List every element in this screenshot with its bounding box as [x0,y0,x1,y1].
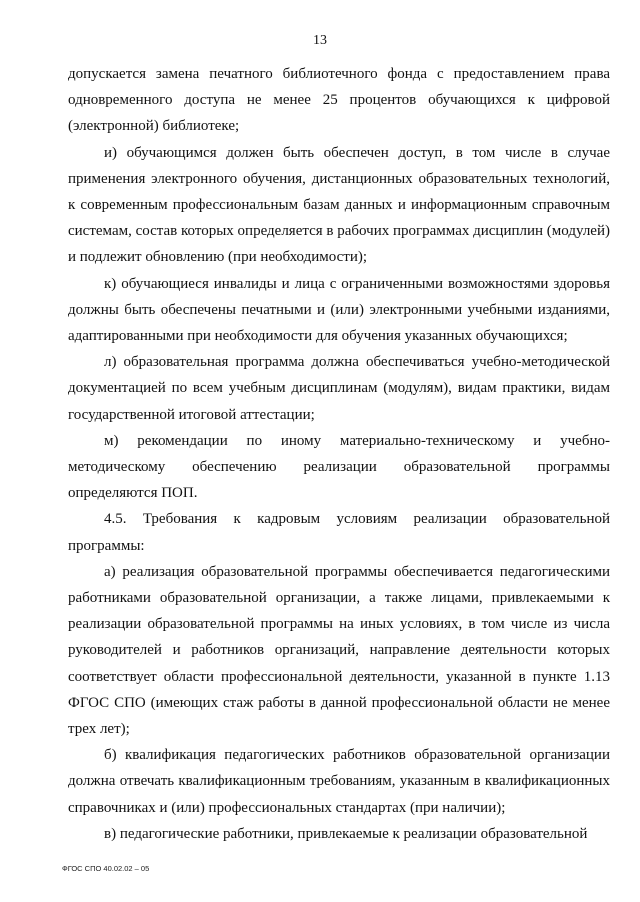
paragraph-continuation: допускается замена печатного библиотечного фонда с предоставлением права одновременного доступа не менее 25 процентов обучающихся к цифровой (электронной) библиотеке; [68,66,610,135]
page-number: 13 [313,33,327,48]
document-footer: ФГОС СПО 40.02.02 – 05 [62,864,150,873]
paragraph-item-m: м) рекомендации по иному материально-техническому и учебно-методическому обеспечению реализации образовательной программы определяются ПОП. [68,432,610,502]
document-body [68,61,610,847]
paragraph-item-b: б) квалификация педагогических работников образовательной организации должна отвечать квалификационным требованиям, указанным в квалификационных справочниках и (или) профессиональных стандартах (при наличии); [68,747,610,816]
section-heading-4-5: 4.5. Требования к кадровым условиям реализации образовательной программы: [68,511,610,554]
paragraph-item-a: а) реализация образовательной программы обеспечивается педагогическими работниками образовательной организации, а также лицами, привлекаемыми к реализации образовательной программы на иных условиях, в том числе из числа руководителей и работников организаций, направление деятельности которых соответствует области профессиональной деятельности, указанной в пункте 1.13 ФГОС СПО (имеющих стаж работы в данной профессиональной области не менее трех лет); [68,563,610,738]
paragraph-item-k: к) обучающиеся инвалиды и лица с ограниченными возможностями здоровья должны быть обеспечены печатными и (или) электронными учебными изданиями, адаптированными при необходимости для обучения указанных обучающихся; [68,275,610,345]
paragraph-item-l: л) образовательная программа должна обеспечиваться учебно-методической документацией по всем учебным дисциплинам (модулям), видам практики, видам государственной итоговой аттестации; [68,354,610,423]
paragraph-item-v: в) педагогические работники, привлекаемые к реализации образовательной [104,825,588,842]
paragraph-item-i: и) обучающимся должен быть обеспечен доступ, в том числе в случае применения электронного обучения, дистанционных образовательных технологий, к современным профессиональным базам данных и информационным справочным системам, состав которых определяется в рабочих программах дисциплин (модулей) и подлежит обновлению (при необходимости); [68,144,610,266]
